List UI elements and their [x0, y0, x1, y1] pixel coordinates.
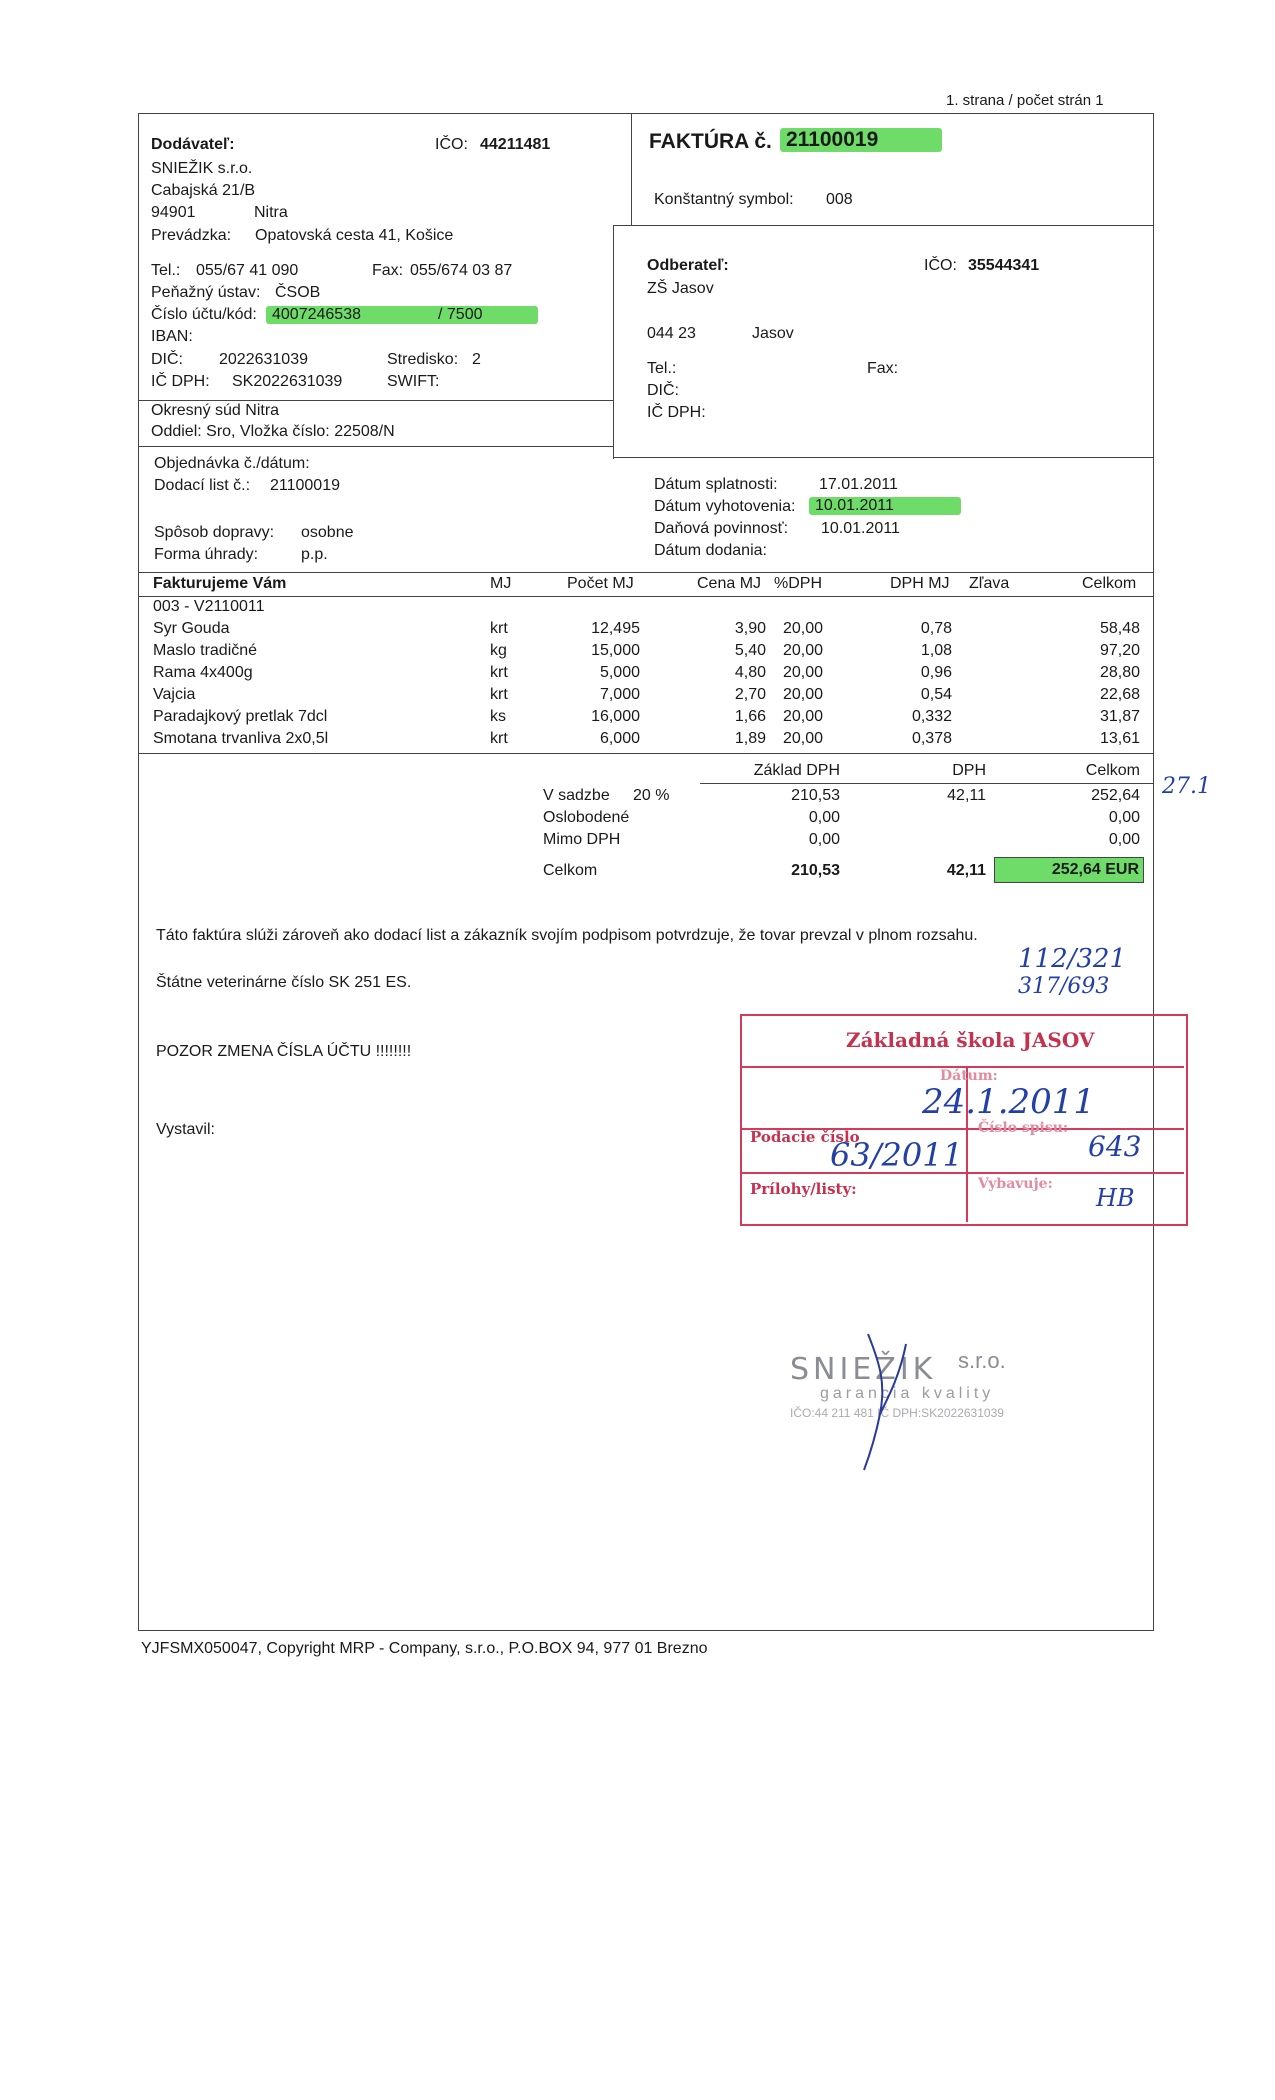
- items-ref: 003 - V2110011: [153, 598, 265, 615]
- item-total: 58,48: [1099, 620, 1140, 637]
- item-qty: 15,000: [591, 642, 640, 659]
- item-name: Smotana trvanliva 2x0,5l: [153, 730, 329, 747]
- invoice-number: 21100019: [780, 128, 942, 152]
- invoice-title: FAKTÚRA č.: [649, 130, 772, 153]
- frame-right: [1153, 113, 1154, 1631]
- supplier-dic-label: DIČ:: [151, 351, 183, 368]
- item-name: Maslo tradičné: [153, 642, 258, 659]
- supplier-icdph: SK2022631039: [232, 373, 343, 390]
- tax-date: 10.01.2011: [821, 520, 900, 537]
- const-symbol-label: Konštantný symbol:: [654, 191, 794, 208]
- stamp-cislo-label: Číslo spisu:: [978, 1120, 1069, 1136]
- supplier-street: Cabajská 21/B: [151, 182, 256, 199]
- item-unit: krt: [490, 730, 508, 747]
- col-vat: %DPH: [774, 575, 823, 592]
- footer-copyright: YJFSMX050047, Copyright MRP - Company, s.r.o., P.O.BOX 94, 977 01 Brezno: [141, 1640, 708, 1657]
- supplier-heading: Dodávateľ:: [151, 136, 235, 153]
- supplier-court: Okresný súd Nitra: [151, 402, 280, 419]
- customer-box-top: [613, 225, 1154, 226]
- supplier-city: Nitra: [254, 204, 288, 221]
- frame-bottom: [138, 1630, 1154, 1631]
- customer-fax-label: Fax:: [867, 360, 899, 377]
- item-vat-unit: 0,378: [911, 730, 952, 747]
- delivery-date-label: Dátum dodania:: [654, 542, 767, 559]
- stamp-podacie-label: Podacie číslo: [750, 1128, 860, 1146]
- issued-by-label: Vystavil:: [156, 1121, 215, 1138]
- item-total: 97,20: [1099, 642, 1140, 659]
- item-vat: 20,00: [783, 730, 824, 747]
- item-unit: krt: [490, 686, 508, 703]
- item-vat-unit: 0,96: [920, 664, 952, 681]
- issue-date: 10.01.2011: [809, 497, 961, 515]
- supplier-center-label: Stredisko:: [387, 351, 459, 368]
- item-price: 4,80: [734, 664, 766, 681]
- summary-rate-base: 210,53: [791, 787, 840, 804]
- supplier-bank-code: / 7500: [438, 306, 483, 323]
- item-vat: 20,00: [783, 686, 824, 703]
- table-row: [0, 664, 1275, 686]
- item-unit: kg: [490, 642, 507, 659]
- col-item: Fakturujeme Vám: [153, 575, 287, 592]
- item-total: 22,68: [1099, 686, 1140, 703]
- item-qty: 16,000: [591, 708, 640, 725]
- handwritten-ref-bottom: 317/693: [1018, 974, 1110, 999]
- summary-rate-total: 252,64: [1091, 787, 1140, 804]
- stamp-prilohy-label: Prílohy/listy:: [750, 1180, 857, 1198]
- supplier-bank: ČSOB: [275, 284, 321, 301]
- item-price: 5,40: [734, 642, 766, 659]
- header-vertical-divider: [631, 113, 632, 225]
- handwritten-side-note: 27.1: [1162, 774, 1211, 799]
- summary-exempt-total: 0,00: [1108, 809, 1140, 826]
- summary-base-header: Základ DPH: [753, 762, 840, 779]
- item-vat: 20,00: [783, 642, 824, 659]
- summary-total-base: 210,53: [791, 862, 840, 879]
- summary-total-header: Celkom: [1085, 762, 1140, 779]
- summary-exempt-label: Oslobodené: [543, 809, 630, 826]
- table-row: [0, 620, 1275, 642]
- items-bottom-rule: [138, 753, 1154, 754]
- supplier-account-highlight: [266, 306, 538, 324]
- table-row: [0, 642, 1275, 664]
- item-unit: krt: [490, 620, 508, 637]
- supplier-account: 4007246538: [272, 306, 361, 323]
- company-stamp-tagline: garancia kvality: [820, 1385, 995, 1402]
- delivery-note-number: 21100019: [270, 477, 340, 494]
- stamp-cislo: 643: [1088, 1130, 1142, 1163]
- summary-vat-header: DPH: [952, 762, 986, 779]
- item-qty: 6,000: [599, 730, 640, 747]
- supplier-bottom-divider: [138, 446, 613, 447]
- supplier-iban-label: IBAN:: [151, 328, 193, 345]
- item-name: Syr Gouda: [153, 620, 230, 637]
- item-qty: 12,495: [591, 620, 640, 637]
- supplier-icdph-label: IČ DPH:: [151, 373, 210, 390]
- supplier-dic: 2022631039: [219, 351, 308, 368]
- item-name: Rama 4x400g: [153, 664, 253, 681]
- supplier-tel: 055/67 41 090: [196, 262, 299, 279]
- page-info: 1. strana / počet strán 1: [946, 92, 1104, 109]
- col-price: Cena MJ: [697, 575, 762, 592]
- summary-outside-label: Mimo DPH: [543, 831, 621, 848]
- col-total: Celkom: [1082, 575, 1137, 592]
- supplier-name: SNIEŽIK s.r.o.: [151, 160, 253, 177]
- customer-tel-label: Tel.:: [647, 360, 677, 377]
- item-unit: krt: [490, 664, 508, 681]
- customer-ico-label: IČO:: [924, 257, 957, 274]
- item-qty: 5,000: [599, 664, 640, 681]
- customer-zip: 044 23: [647, 325, 696, 342]
- summary-outside-base: 0,00: [808, 831, 840, 848]
- const-symbol: 008: [826, 191, 853, 208]
- item-total: 13,61: [1099, 730, 1140, 747]
- customer-box-bottom: [613, 457, 1154, 458]
- supplier-ico-label: IČO:: [435, 136, 468, 153]
- supplier-tel-label: Tel.:: [151, 262, 181, 279]
- stamp-date-label: Dátum:: [940, 1068, 998, 1084]
- table-row: [0, 686, 1275, 708]
- supplier-premises: Opatovská cesta 41, Košice: [255, 227, 454, 244]
- col-discount: Zľava: [969, 575, 1010, 592]
- grand-total: 252,64 EUR: [994, 857, 1144, 883]
- col-unit: MJ: [490, 575, 512, 592]
- transport-value: osobne: [301, 524, 354, 541]
- table-row: [0, 708, 1275, 730]
- stamp-rule: [742, 1172, 1184, 1174]
- stamp-date: 24.1.2011: [922, 1082, 1096, 1122]
- supplier-ico: 44211481: [480, 136, 551, 153]
- stamp-podacie: 63/2011: [830, 1136, 963, 1174]
- item-price: 1,66: [734, 708, 766, 725]
- summary-exempt-base: 0,00: [808, 809, 840, 826]
- customer-dic-label: DIČ:: [647, 382, 679, 399]
- item-price: 2,70: [734, 686, 766, 703]
- customer-name: ZŠ Jasov: [647, 280, 714, 297]
- summary-rate-label: V sadzbe: [543, 787, 610, 804]
- item-total: 31,87: [1099, 708, 1140, 725]
- account-change-warning: POZOR ZMENA ČÍSLA ÚČTU !!!!!!!!: [156, 1043, 412, 1060]
- frame-left: [138, 113, 139, 1631]
- stamp-title: Základná škola JASOV: [846, 1028, 1095, 1052]
- item-vat-unit: 0,54: [920, 686, 952, 703]
- supplier-court-section: Oddiel: Sro, Vložka číslo: 22508/N: [151, 423, 395, 440]
- item-vat-unit: 0,78: [920, 620, 952, 637]
- summary-rate: 20 %: [633, 787, 670, 804]
- item-price: 1,89: [734, 730, 766, 747]
- summary-header-rule: [700, 783, 1154, 784]
- supplier-court-divider: [138, 400, 613, 401]
- transport-label: Spôsob dopravy:: [154, 524, 275, 541]
- due-date-label: Dátum splatnosti:: [654, 476, 778, 493]
- handwritten-ref-top: 112/321: [1018, 944, 1127, 974]
- item-vat-unit: 0,332: [911, 708, 952, 725]
- frame-top: [138, 113, 1154, 114]
- supplier-fax-label: Fax:: [372, 262, 404, 279]
- table-row: [0, 730, 1275, 752]
- col-qty: Počet MJ: [567, 575, 634, 592]
- delivery-note-text: Táto faktúra slúži zároveň ako dodací list a zákazník svojím podpisom potvrdzuje, že tovar prevzal v plnom rozsahu.: [156, 927, 978, 944]
- items-header-row: [0, 575, 1275, 597]
- summary-outside-total: 0,00: [1108, 831, 1140, 848]
- customer-city: Jasov: [752, 325, 794, 342]
- item-vat: 20,00: [783, 620, 824, 637]
- customer-heading: Odberateľ:: [647, 257, 729, 274]
- item-vat: 20,00: [783, 708, 824, 725]
- tax-date-label: Daňová povinnosť:: [654, 520, 789, 537]
- item-name: Vajcia: [153, 686, 196, 703]
- signature-mark: [840, 1324, 920, 1474]
- summary-total-label: Celkom: [543, 862, 598, 879]
- item-name: Paradajkový pretlak 7dcl: [153, 708, 328, 725]
- summary-total-vat: 42,11: [946, 862, 986, 879]
- payment-label: Forma úhrady:: [154, 546, 259, 563]
- item-price: 3,90: [734, 620, 766, 637]
- due-date: 17.01.2011: [819, 476, 898, 493]
- stamp-vybavuje-label: Vybavuje:: [978, 1176, 1053, 1192]
- delivery-note-label: Dodací list č.:: [154, 477, 251, 494]
- supplier-fax: 055/674 03 87: [410, 262, 513, 279]
- item-qty: 7,000: [599, 686, 640, 703]
- supplier-center: 2: [472, 351, 481, 368]
- order-label: Objednávka č./dátum:: [154, 455, 310, 472]
- item-total: 28,80: [1099, 664, 1140, 681]
- stamp-vybavuje: HB: [1096, 1184, 1135, 1212]
- items-header-top: [138, 572, 1154, 573]
- summary-rate-vat: 42,11: [947, 787, 986, 804]
- payment-value: p.p.: [301, 546, 328, 563]
- customer-icdph-label: IČ DPH:: [647, 404, 706, 421]
- company-stamp-suffix: s.r.o.: [958, 1348, 1006, 1373]
- supplier-account-label: Číslo účtu/kód:: [151, 306, 257, 323]
- vet-number: Štátne veterinárne číslo SK 251 ES.: [156, 974, 412, 991]
- supplier-zip: 94901: [151, 204, 196, 221]
- supplier-swift-label: SWIFT:: [387, 373, 440, 390]
- issue-date-label: Dátum vyhotovenia:: [654, 498, 796, 515]
- supplier-bank-label: Peňažný ústav:: [151, 284, 261, 301]
- supplier-premises-label: Prevádzka:: [151, 227, 232, 244]
- item-vat: 20,00: [783, 664, 824, 681]
- customer-ico: 35544341: [968, 257, 1040, 274]
- company-stamp-ids: IČO:44 211 481 IČ DPH:SK2022631039: [790, 1406, 1004, 1420]
- customer-box-left: [613, 225, 614, 459]
- col-vat-unit: DPH MJ: [890, 575, 950, 592]
- item-unit: ks: [490, 708, 506, 725]
- item-vat-unit: 1,08: [920, 642, 952, 659]
- company-stamp-brand: SNIEŽIK: [790, 1352, 937, 1387]
